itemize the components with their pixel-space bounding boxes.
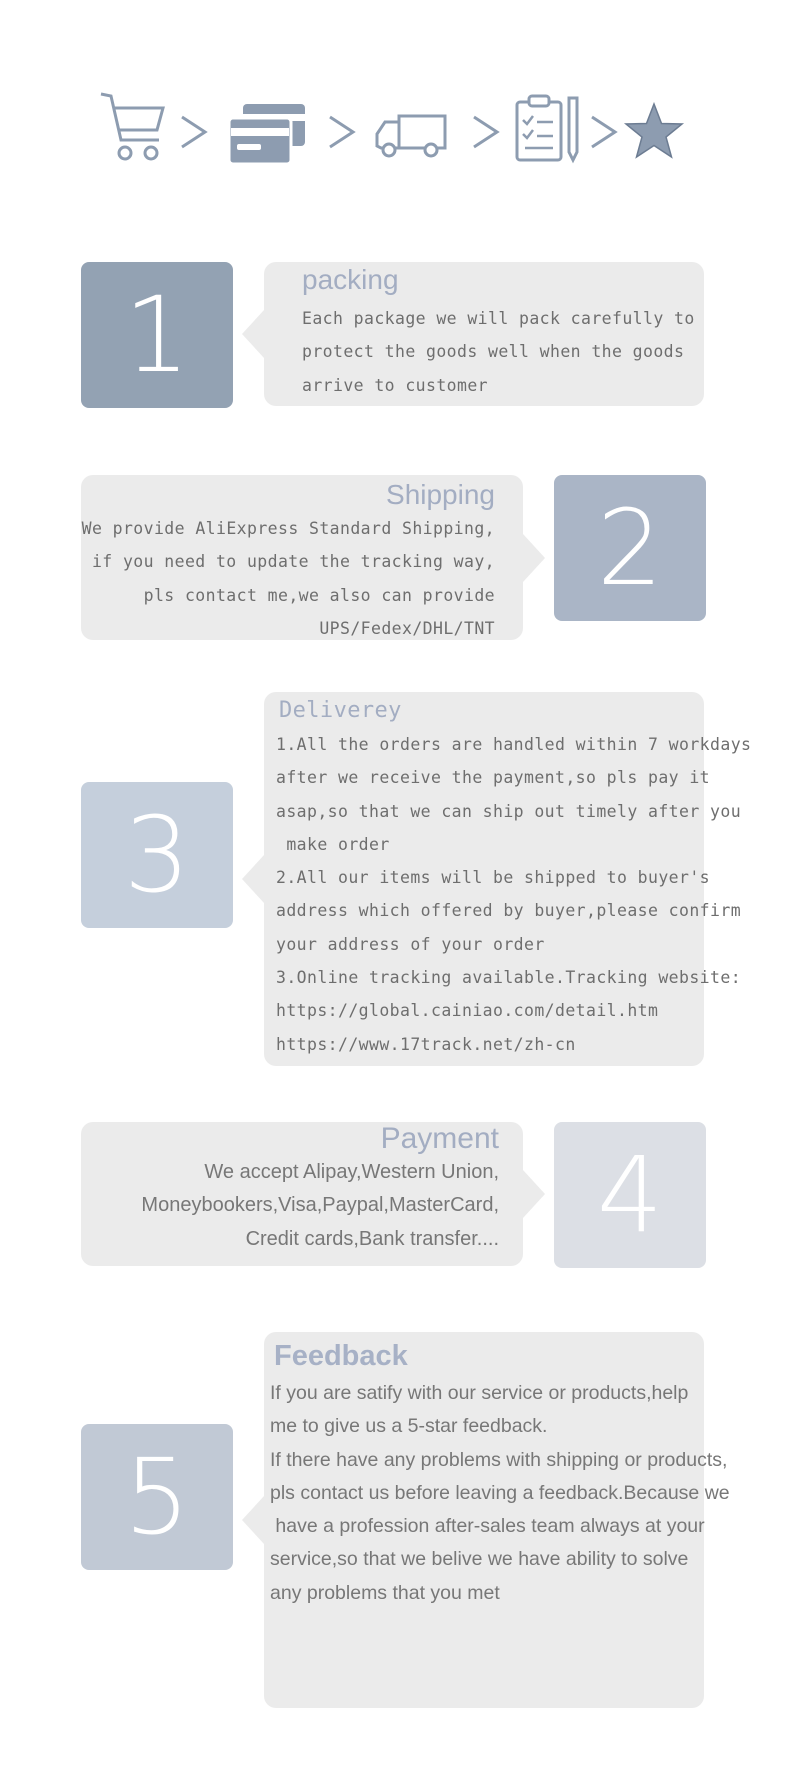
- description-line: Moneybookers,Visa,Paypal,MasterCard,: [141, 1194, 499, 1217]
- step-number-3: 3: [81, 782, 233, 928]
- tracking-link[interactable]: https://global.cainiao.com/detail.htm: [276, 1001, 659, 1021]
- description-line: service,so that we belive we have ability to solve: [270, 1548, 689, 1571]
- description-line: address which offered by buyer,please confirm: [276, 901, 742, 921]
- clipboard-checklist-icon: [515, 94, 581, 164]
- credit-card-icon: [227, 102, 307, 166]
- step-description: [302, 302, 695, 402]
- step-title: Payment: [380, 1122, 499, 1155]
- description-line: We provide AliExpress Standard Shipping,: [81, 519, 495, 538]
- description-line: Each package we will pack carefully to: [302, 309, 695, 328]
- description-line: protect the goods well when the goods: [302, 342, 685, 362]
- star-icon: [623, 102, 685, 160]
- shipping-info-box: [81, 475, 523, 640]
- payment-info-box: [81, 1122, 523, 1266]
- description-line: 2.All our items will be shipped to buyer's: [276, 868, 711, 888]
- description-line: any problems that you met: [270, 1581, 500, 1604]
- chevron-right-icon: [179, 114, 209, 150]
- description-line: Credit cards,Bank transfer....: [245, 1227, 499, 1250]
- description-line: If there have any problems with shipping or products,: [270, 1448, 728, 1471]
- step-title: Feedback: [274, 1340, 408, 1372]
- description-line: We accept Alipay,Western Union,: [204, 1161, 499, 1183]
- description-line: UPS/Fedex/DHL/TNT: [319, 618, 495, 638]
- description-line: if you need to update the tracking way,: [91, 552, 495, 572]
- description-line: asap,so that we can ship out timely after you: [276, 801, 742, 821]
- step-description: [270, 1377, 730, 1610]
- step-description: [276, 728, 751, 1061]
- delivery-info-box: [264, 692, 752, 1066]
- description-line: after we receive the payment,so pls pay it: [276, 768, 711, 788]
- description-line: arrive to customer: [302, 375, 489, 395]
- chevron-right-icon: [471, 114, 501, 150]
- description-line: have a profession after-sales team always at your: [270, 1515, 705, 1538]
- step-description: [141, 1156, 499, 1256]
- step-number-4: 4: [554, 1122, 706, 1268]
- chevron-right-icon: [589, 114, 619, 150]
- description-line: make order: [276, 834, 390, 854]
- step-number-1: 1: [81, 262, 233, 408]
- description-line: your address of your order: [276, 934, 545, 954]
- process-icons-row: [95, 88, 715, 178]
- step-title: Deliverey: [279, 698, 402, 723]
- description-line: 1.All the orders are handled within 7 workdays: [276, 735, 752, 754]
- packing-info-box: [264, 262, 704, 406]
- step-title: Shipping: [386, 479, 495, 510]
- step-number-5: 5: [81, 1424, 233, 1570]
- description-line: me to give us a 5-star feedback.: [270, 1415, 548, 1438]
- description-line: pls contact me,we also can provide: [143, 585, 495, 605]
- step-title: packing: [302, 264, 399, 295]
- step-description: [82, 512, 495, 645]
- description-line: 3.Online tracking available.Tracking website:: [276, 968, 742, 988]
- truck-icon: [373, 112, 449, 158]
- feedback-info-box: [264, 1332, 730, 1708]
- chevron-right-icon: [327, 114, 357, 150]
- cart-icon: [99, 90, 165, 164]
- description-line: If you are satify with our service or products,help: [270, 1382, 689, 1404]
- tracking-link[interactable]: https://www.17track.net/zh-cn: [276, 1034, 576, 1054]
- step-number-2: 2: [554, 475, 706, 621]
- description-line: pls contact us before leaving a feedback.Because we: [270, 1481, 730, 1504]
